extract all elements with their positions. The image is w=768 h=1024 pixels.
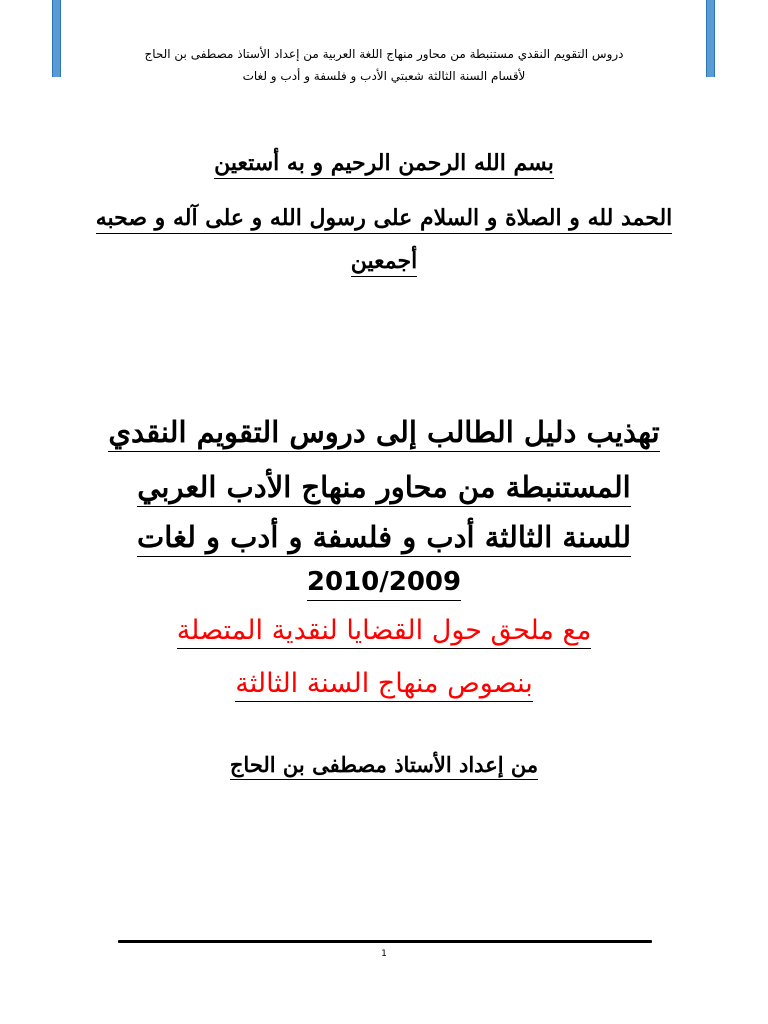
document-title-line-2 bbox=[60, 470, 708, 507]
decorative-side-bar-right bbox=[706, 0, 715, 77]
basmala-text: بسم الله الرحمن الرحيم و به أستعين bbox=[214, 151, 554, 179]
title-line-2-text: المستنبطة من محاور منهاج الأدب العربي bbox=[137, 471, 630, 507]
document-title-line-1 bbox=[60, 415, 708, 452]
academic-year-text: 2010/2009 bbox=[307, 568, 461, 601]
basmala bbox=[60, 150, 708, 179]
author-credit-text: من إعداد الأستاذ مصطفى بن الحاج bbox=[230, 753, 538, 780]
hamd-line-1-text: الحمد لله و الصلاة و السلام على رسول الله و على آله و صحبه bbox=[96, 206, 673, 234]
running-header-line-2: لأقسام السنة الثالثة شعبتي الأدب و فلسفة و أدب و لغات bbox=[242, 69, 526, 83]
hamd-line-2-text: أجمعين bbox=[351, 249, 417, 277]
decorative-side-bar-left bbox=[52, 0, 61, 77]
appendix-line-1-text: مع ملحق حول القضايا لنقدية المتصلة bbox=[177, 615, 592, 649]
author-credit bbox=[60, 752, 708, 780]
title-line-3-text: للسنة الثالثة أدب و فلسفة و أدب و لغات bbox=[137, 521, 631, 557]
hamd-line-2 bbox=[60, 248, 708, 277]
title-line-1-text: تهذيب دليل الطالب إلى دروس التقويم النقدي bbox=[108, 416, 659, 452]
running-header-line-1: دروس التقويم النقدي مستنبطة من محاور منهاج اللغة العربية من إعداد الأستاذ مصطفى بن الحاج bbox=[144, 47, 624, 61]
appendix-line-1 bbox=[60, 615, 708, 649]
appendix-line-2-text: بنصوص منهاج السنة الثالثة bbox=[235, 668, 533, 702]
hamd-line-1 bbox=[60, 205, 708, 234]
appendix-line-2 bbox=[60, 668, 708, 702]
page-number: 1 bbox=[381, 949, 387, 959]
footer-divider bbox=[118, 940, 652, 943]
document-title-line-3 bbox=[60, 520, 708, 557]
academic-year bbox=[60, 567, 708, 601]
